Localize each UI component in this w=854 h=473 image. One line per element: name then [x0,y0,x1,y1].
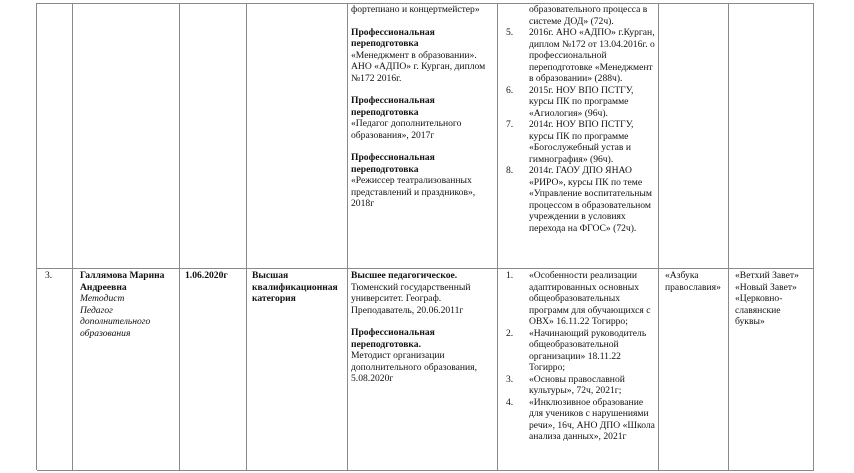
prev-education-2-title: Профессиональная переподготовка [351,95,435,118]
prev-education-0: фортепиано и концертмейстер» [351,4,480,15]
person-role-1: Методист [80,293,125,304]
list-item: 5. 2016г. АНО «АДПО» г.Курган, диплом №172 от 13.04.2016г. о профессиональной переподготовке «Менеджмент в образовании» (288ч). [506,27,655,84]
list-item: 8. 2014г. ГАОУ ДПО ЯНАО «РИРО», курсы ПК по теме «Управление воспитательным процессом в образовательном учреждении в условиях перехода на ФГОС» (72ч). [506,165,652,234]
prev-education-2-text: «Педагог дополнительного образования», 2017г [351,118,462,141]
list-item: 6. 2015г. НОУ ВПО ПСТГУ, курсы ПК по программе «Агиология» (96ч). [506,84,634,119]
education-1-title: Высшее педагогическое. [351,270,458,281]
list-item: 7. 2014г. НОУ ВПО ПСТГУ, курсы ПК по программе «Богослужебный устав и гимнография» (96ч). [506,119,634,165]
program-cell [659,270,728,293]
education-cell [348,270,497,385]
list-item: 1. «Особенности реализации адаптированных основных общеобразовательных программ для обучающихся с ОВХ» 16.11.22 Тогирро; [506,270,651,327]
courses-cell [498,270,658,443]
prev-education-3-title: Профессиональная переподготовка [351,152,435,175]
prev-education-1-title: Профессиональная переподготовка [351,26,435,49]
prev-education-1-text: «Менеджмент в образовании». АНО «АДПО» г. Курган, диплом №172 2016г. [351,49,486,84]
education-2-title: Профессиональная переподготовка. [351,327,435,350]
prev-courses-cell [498,4,658,234]
prev-education-cell [348,4,497,210]
program-name: «Азбука православия» [665,270,721,293]
subject-item: «Ветхий Завет» [735,270,799,281]
prev-courses-head: образовательного процесса в системе ДОД» (72ч). [529,4,648,27]
subject-item: «Новый Завет» [735,281,797,293]
education-2-text: Методист организации дополнительного образования, 5.08.2020г [351,350,477,384]
qualification-category: Высшая квалификационная категория [252,270,338,304]
prev-education-3-text: «Режиссер театрализованных представлений и праздников», 2018г [351,175,476,209]
education-1-text: Тюменский государственный университет. Географ. Преподаватель, 20.06.2011г [351,281,471,316]
list-item: 4. «Инклюзивное образование для учеников с нарушениями речи», 16ч, АНО ДПО «Школа анализа данных», 2021г [506,396,655,442]
person-name-cell [73,270,179,339]
list-item: 2. «Начинающий руководитель общеобразовательной организации» 18.11.22 Тогирро; [506,327,647,373]
person-name: Галлямова Марина Андреевна [80,270,165,293]
person-role-2: Педагог дополнительного образования [80,304,151,339]
courses-list [501,270,655,443]
row-number: 3. [45,270,53,281]
subject-item: «Церковно-славянские буквы» [735,293,783,327]
subjects-cell [729,270,813,328]
category-cell [247,270,347,305]
date-cell [180,270,246,282]
prev-courses-list [501,27,655,234]
staff-table [36,3,814,470]
list-item: 3. «Основы православной культуры», 72ч, 2021г; [506,373,625,396]
start-date: 1.06.2020г [185,270,228,281]
